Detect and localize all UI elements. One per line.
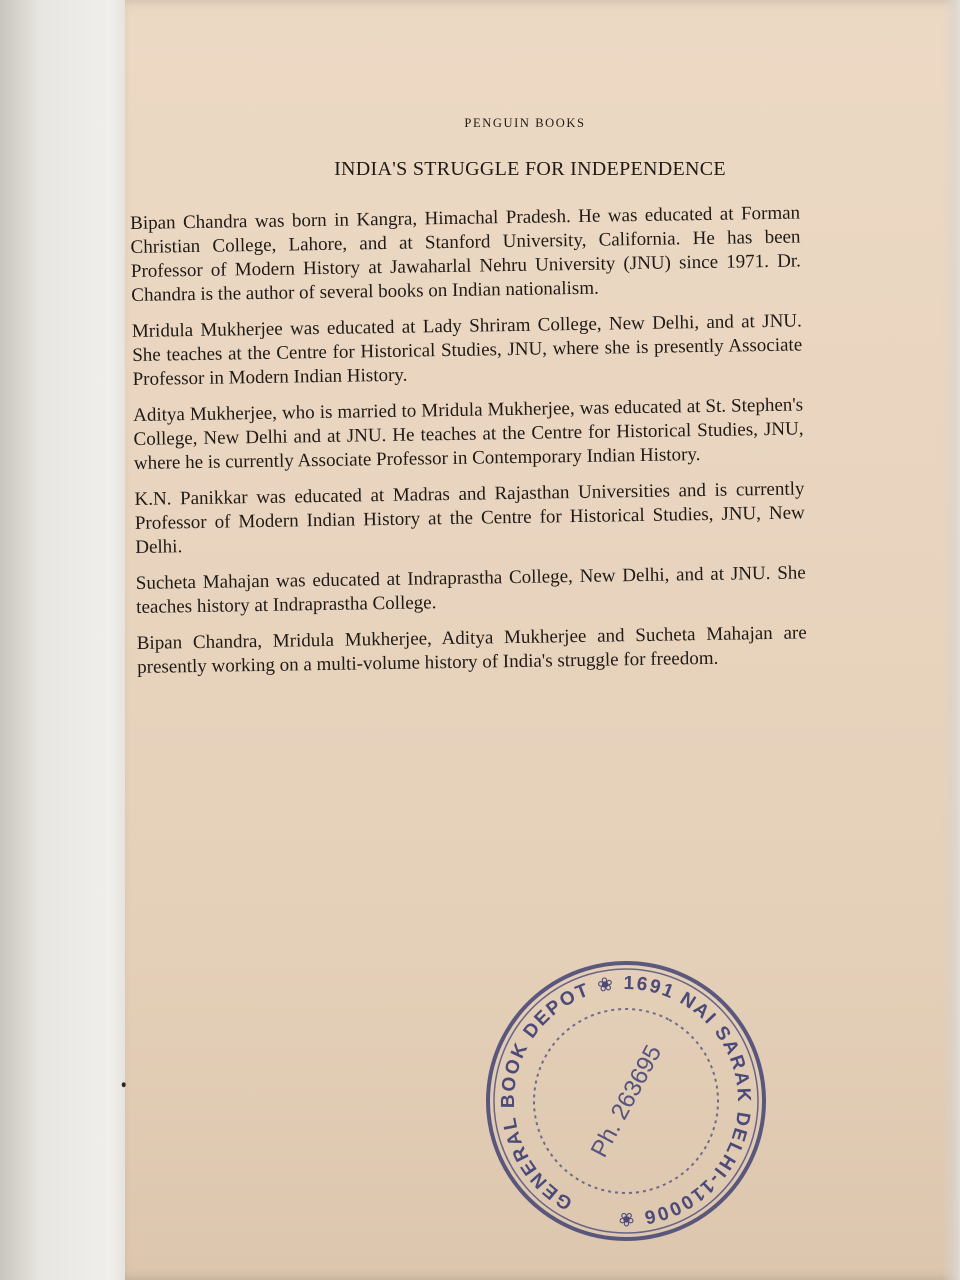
- bio-bipan-chandra: Bipan Chandra was born in Kangra, Himachal Pradesh. He was educated at Forman Christian College, Lahore, and at Stanford University, California. He has been Professor of Modern History at Jawaharlal Nehru University (JNU) since 1971. Dr. Chandra is the author of several books on Indian nationalism.: [130, 202, 802, 306]
- bio-sucheta-mahajan: Sucheta Mahajan was educated at Indraprastha College, New Delhi, and at JNU. She teaches history at Indraprastha College.: [135, 562, 806, 618]
- bookseller-stamp: [429, 904, 824, 1280]
- stamp-graphic: [429, 904, 824, 1280]
- publisher-name: PENGUIN BOOKS: [464, 116, 586, 130]
- author-bios: [130, 201, 807, 691]
- bio-kn-panikkar: K.N. Panikkar was educated at Madras and Rajasthan Universities and is currently Professor of Modern Indian History at the Centre for Historical Studies, JNU, New Delhi.: [134, 478, 805, 558]
- book-page: [125, 0, 960, 1280]
- ink-speck: [122, 1082, 126, 1087]
- bio-mridula-mukherjee: Mridula Mukherjee was educated at Lady Shriram College, New Delhi, and at JNU. She teaches at the Centre for Historical Studies, JNU, where she is presently Associate Professor in Modern Indian History.: [131, 310, 803, 390]
- page-content: [125, 0, 960, 1280]
- bio-joint-work: Bipan Chandra, Mridula Mukherjee, Aditya Mukherjee and Sucheta Mahajan are presently working on a multi-volume history of India's struggle for freedom.: [136, 622, 807, 678]
- book-title: INDIA'S STRUGGLE FOR INDEPENDENCE: [334, 158, 726, 180]
- stamp-phone: Ph. 263695: [585, 1040, 668, 1162]
- bio-aditya-mukherjee: Aditya Mukherjee, who is married to Mridula Mukherjee, was educated at St. Stephen's College, New Delhi and at JNU. He teaches at the Centre for Historical Studies, JNU, where he is currently Associate Professor in Contemporary Indian History.: [133, 394, 804, 474]
- stamp-ring-textpath: GENERAL BOOK DEPOT ❀ 1691 NAI SARAK DELHI-110006 ❀: [497, 972, 755, 1230]
